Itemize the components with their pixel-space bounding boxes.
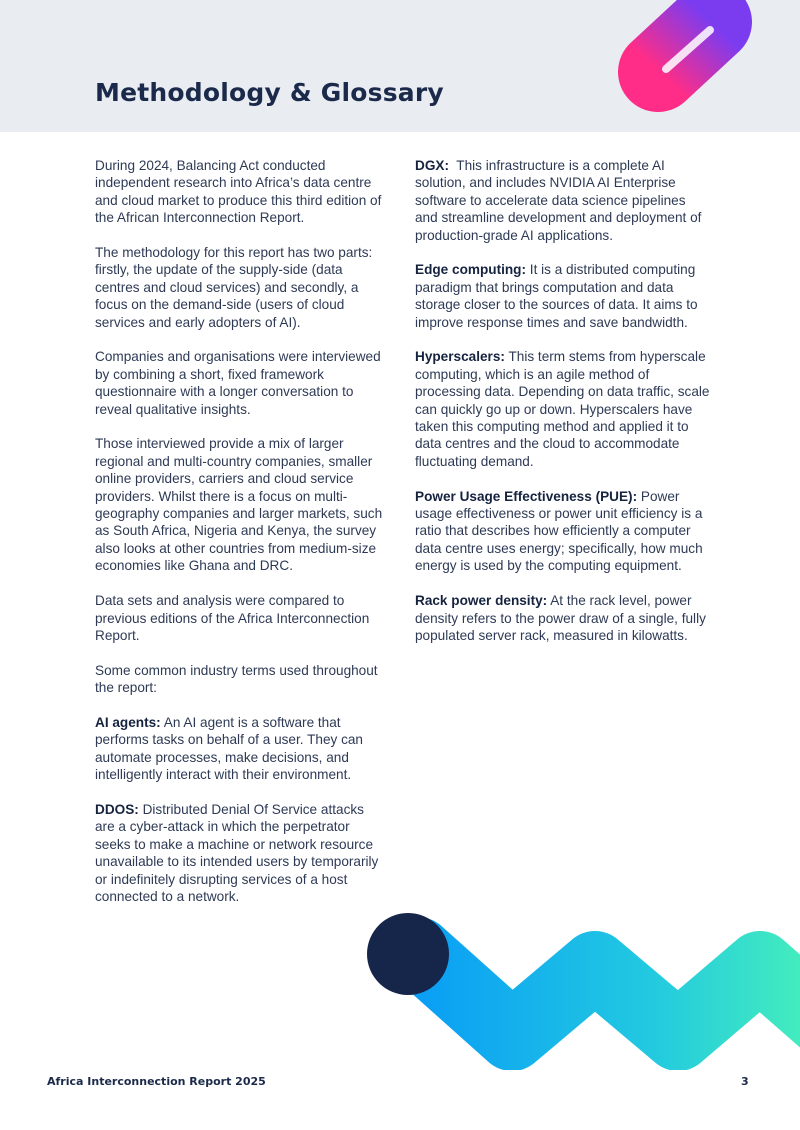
right-column [415,157,710,662]
paragraph: Those interviewed provide a mix of larger regional and multi-country companies, smaller online providers, carriers and cloud service providers. Whilst there is a focus on multi-geography companies and larger markets, such as South Africa, Nigeria and Kenya, the survey also looks at other countries from medium-size economies like Ghana and DRC. [95,436,383,574]
glossary-definition: Distributed Denial Of Service attacks are a cyber-attack in which the perpetrator seeks to make a machine or network resource unavailable to its intended users by temporarily or indefinitely disrupting services of a host connected to a network. [95,801,379,904]
glossary-entry-rack-power-density [415,592,710,644]
paragraph: Data sets and analysis were compared to previous editions of the Africa Interconnection Report. [95,593,370,643]
glossary-term: Rack power density: [415,593,548,609]
glossary-definition: It is a distributed computing paradigm that brings computation and data storage closer to the sources of data. It aims to improve response times and save bandwidth. [415,262,698,330]
page-number: 3 [741,1075,749,1088]
paragraph: Some common industry terms used throughout the report: [95,662,378,696]
glossary-entry-pue [415,488,710,575]
glossary-definition: An AI agent is a software that performs tasks on behalf of a user. They can automate processes, make decisions, and intelligently interact with their environment. [95,714,363,783]
glossary-term: DDOS: [95,801,139,817]
glossary-term: Power Usage Effectiveness (PUE): [415,488,638,504]
footer-report-title: Africa Interconnection Report 2025 [47,1075,266,1088]
glossary-entry-dgx [415,157,710,244]
glossary-entry-ddos [95,801,387,905]
paragraph: Companies and organisations were interviewed by combining a short, fixed framework questionnaire with a longer conversation to reveal qualitative insights. [95,349,381,417]
paragraph: During 2024, Balancing Act conducted independent research into Africa’s data centre and cloud market to produce this third edition of the African Interconnection Report. [95,158,382,226]
glossary-definition: At the rack level, power density refers to the power draw of a single, fully populated server rack, measured in kilowatts. [415,593,706,643]
glossary-entry-hyperscalers [415,348,710,470]
paragraph: The methodology for this report has two parts: firstly, the update of the supply-side (data centres and cloud services) and secondly, a focus on the demand-side (users of cloud services and early adopters of AI). [95,245,373,330]
blue-green-wave-decoration [360,908,800,1070]
glossary-definition: Power usage effectiveness or power unit efficiency is a ratio that describes how efficiently a computer data centre uses energy; specifically, how much energy is used by the computing equipment. [415,488,703,574]
glossary-entry-ai-agents [95,714,387,784]
glossary-term: AI agents: [95,714,161,730]
page-title: Methodology & Glossary [95,78,444,107]
glossary-term: DGX: [415,158,449,173]
glossary-definition: This infrastructure is a complete AI solution, and includes NVIDIA AI Enterprise software to accelerate data science pipelines and streamline development and deployment of production-grade AI applications. [415,158,702,243]
glossary-term: Hyperscalers: [415,349,505,365]
glossary-entry-edge-computing [415,261,710,331]
pink-purple-pill-decoration [600,0,800,132]
glossary-term: Edge computing: [415,262,527,278]
left-column [95,157,387,923]
glossary-definition: This term stems from hyperscale computing, which is an agile method of processing data. Depending on data traffic, scale can quickly go up or down. Hyperscalers have taken this computing method and applied it to data centres and the cloud to accommodate fluctuating demand. [415,349,710,469]
